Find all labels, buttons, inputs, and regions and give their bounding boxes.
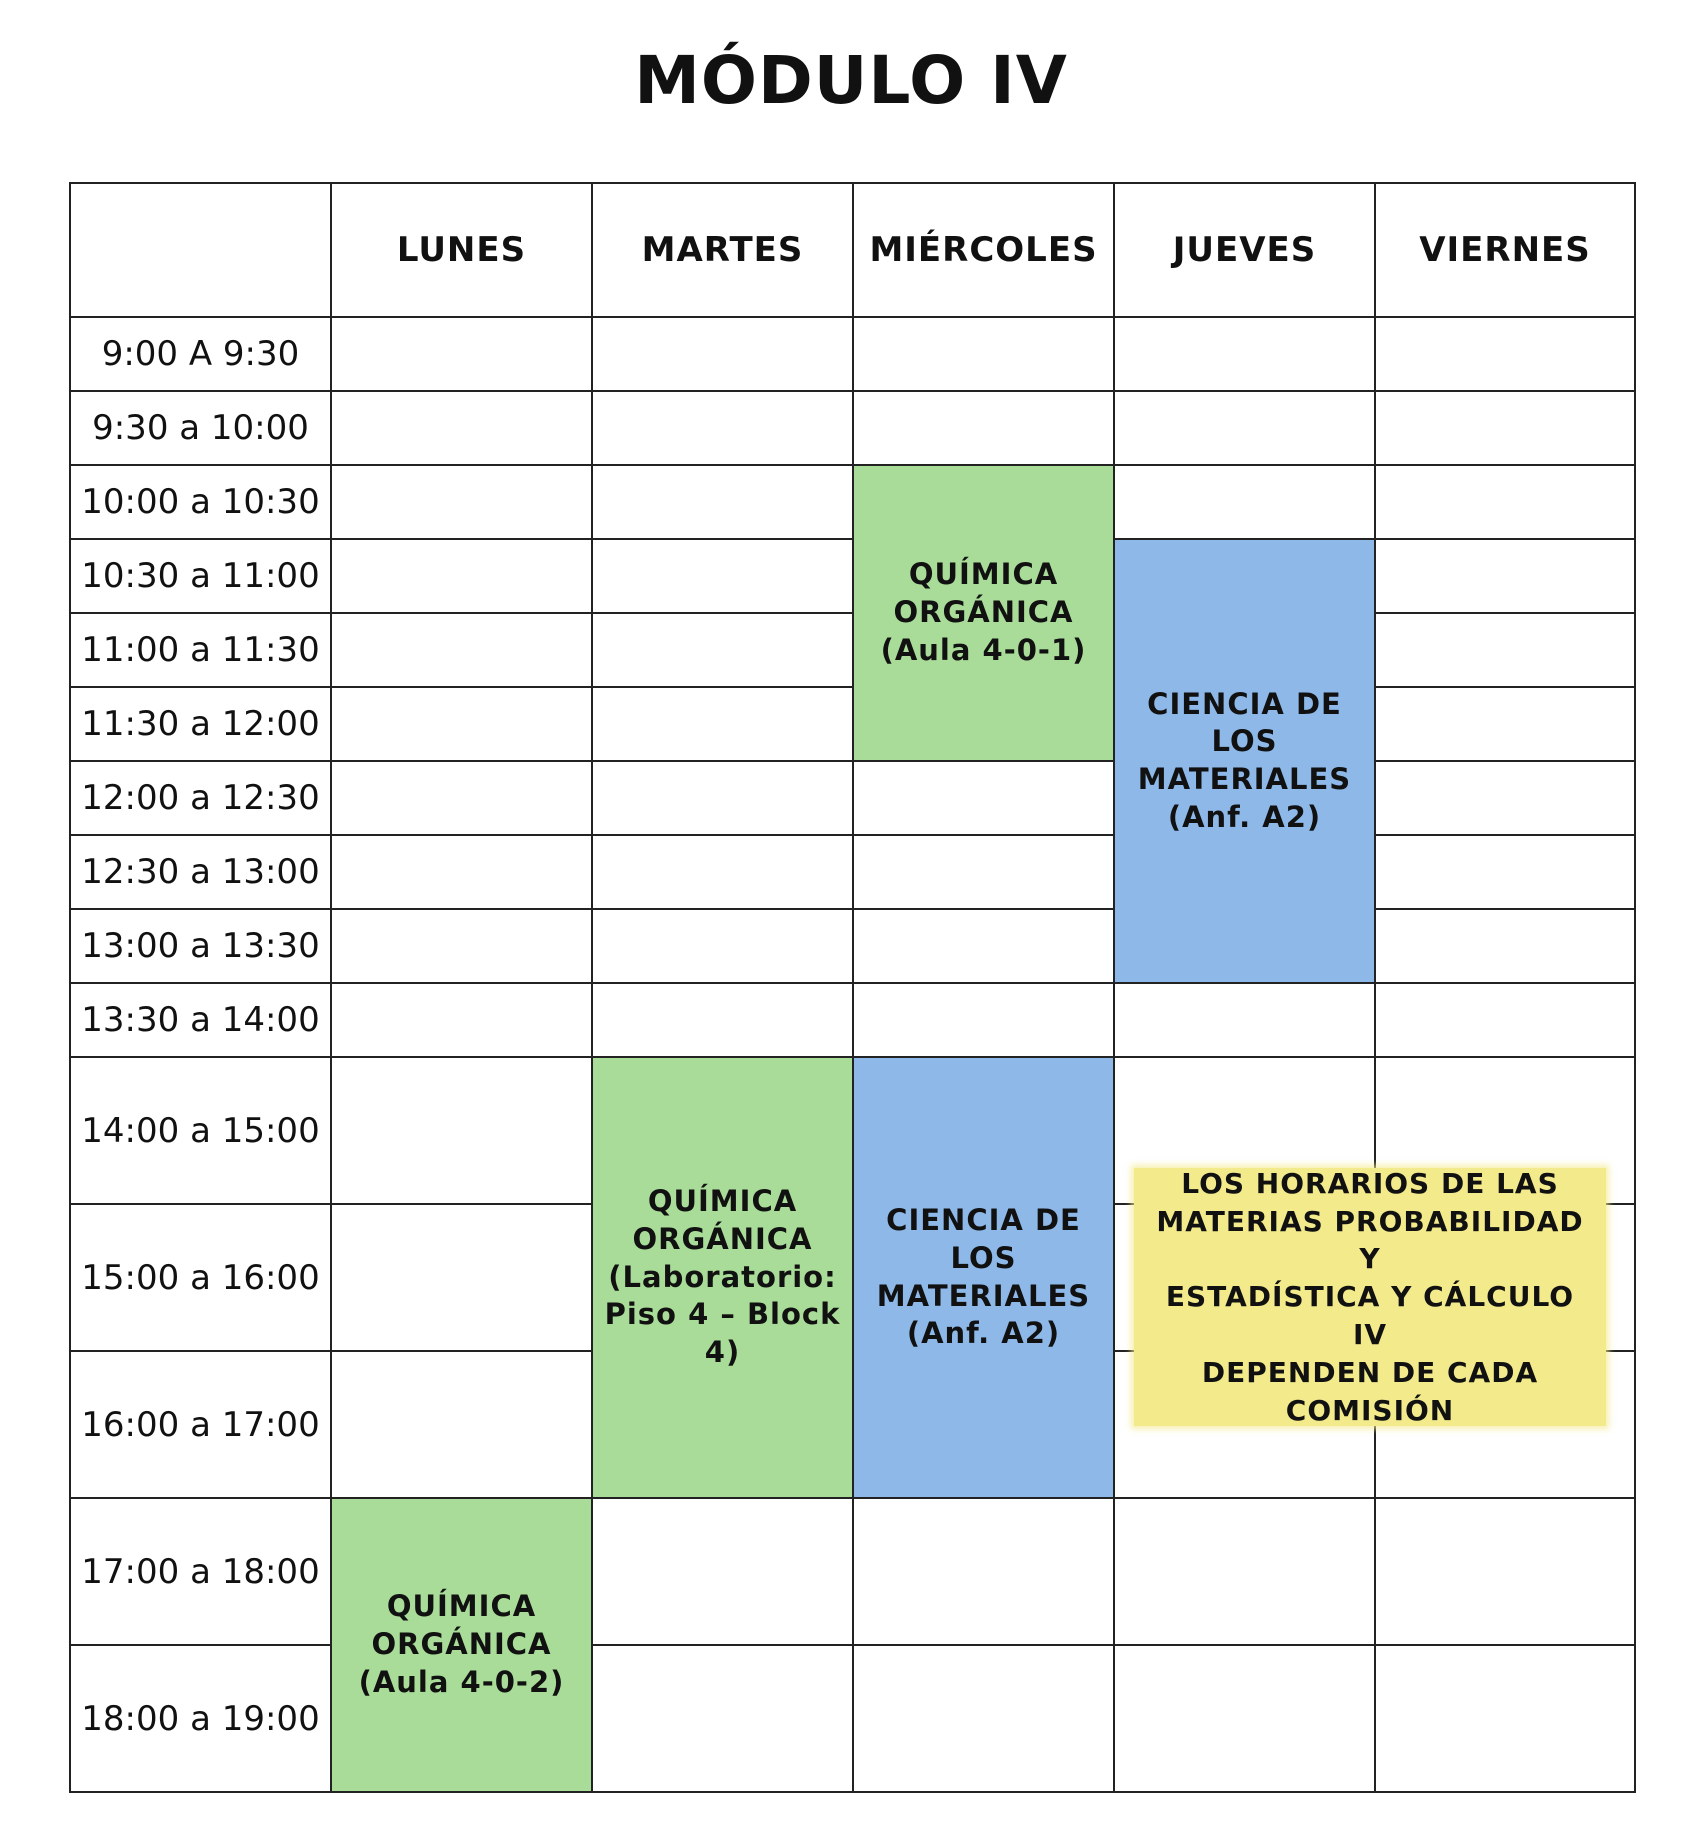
table-row [70,539,1635,613]
time-label: 10:30 a 11:00 [70,539,331,613]
table-row [70,613,1635,687]
table-row [70,317,1635,391]
empty-cell [853,1645,1114,1792]
empty-cell [1114,317,1375,391]
empty-cell [1114,1498,1375,1645]
day-header-miercoles: MIÉRCOLES [853,183,1114,317]
time-label: 11:00 a 11:30 [70,613,331,687]
empty-cell [1375,835,1635,909]
table-row [70,465,1635,539]
empty-cell [592,687,853,761]
block-line: CIENCIA DE LOS [1147,686,1342,759]
table-row [70,687,1635,761]
empty-cell [853,909,1114,983]
day-header-lunes: LUNES [331,183,592,317]
empty-cell [331,317,592,391]
table-row [70,1498,1635,1645]
table-row [70,835,1635,909]
empty-cell [592,983,853,1057]
empty-cell [331,761,592,835]
empty-cell [331,539,592,613]
day-header-viernes: VIERNES [1375,183,1635,317]
note-line: LOS HORARIOS DE LAS [1181,1166,1559,1200]
empty-cell [1375,539,1635,613]
block-line: QUÍMICA [386,1589,537,1624]
time-label: 9:00 A 9:30 [70,317,331,391]
table-row [70,761,1635,835]
block-line: (Aula 4-0-1) [880,632,1087,667]
day-header-jueves: JUEVES [1114,183,1375,317]
empty-cell [1375,1498,1635,1645]
page-title: MÓDULO IV [634,42,1068,119]
time-label: 18:00 a 19:00 [70,1645,331,1792]
empty-cell [592,1645,853,1792]
block-line: (Anf. A2) [906,1316,1061,1351]
empty-cell [331,983,592,1057]
empty-cell [1114,391,1375,465]
empty-cell [331,465,592,539]
day-header-martes: MARTES [592,183,853,317]
empty-cell [331,1204,592,1351]
class-block-ciencia-miercoles [853,1057,1114,1498]
empty-cell [853,761,1114,835]
note-line: DEPENDEN DE CADA [1201,1355,1539,1389]
empty-cell [592,465,853,539]
empty-cell [592,317,853,391]
time-label: 13:30 a 14:00 [70,983,331,1057]
block-line: CIENCIA DE LOS [886,1203,1081,1275]
block-line: QUÍMICA [908,557,1059,592]
time-label: 14:00 a 15:00 [70,1057,331,1204]
time-label: 12:30 a 13:00 [70,835,331,909]
time-label: 10:00 a 10:30 [70,465,331,539]
block-line: ORGÁNICA [371,1627,552,1662]
time-label: 16:00 a 17:00 [70,1351,331,1498]
class-block-ciencia-jueves [1114,539,1375,983]
empty-cell [1375,761,1635,835]
class-block-quimica-miercoles [853,465,1114,761]
empty-cell [592,761,853,835]
block-line: (Aula 4-0-2) [358,1664,565,1699]
block-line: (Anf. A2) [1167,799,1322,834]
empty-cell [1375,1645,1635,1792]
empty-cell [853,317,1114,391]
time-label: 11:30 a 12:00 [70,687,331,761]
empty-cell [853,391,1114,465]
corner-cell [70,183,331,317]
table-row [70,909,1635,983]
empty-cell [592,909,853,983]
time-label: 13:00 a 13:30 [70,909,331,983]
empty-cell [592,539,853,613]
empty-cell [1114,983,1375,1057]
empty-cell [853,835,1114,909]
empty-cell [331,1057,592,1204]
time-label: 15:00 a 16:00 [70,1204,331,1351]
empty-cell [592,1498,853,1645]
block-line: ORGÁNICA [893,595,1074,630]
block-line: QUÍMICA [647,1184,798,1219]
class-block-quimica-lunes [331,1498,592,1792]
sticky-note [1134,1168,1606,1426]
empty-cell [331,835,592,909]
block-line: MATERIALES [1137,762,1352,796]
empty-cell [853,983,1114,1057]
schedule-table [69,182,1636,1793]
empty-cell [592,613,853,687]
note-line: MATERIAS PROBABILIDAD Y [1156,1204,1584,1276]
class-block-quimica-martes-lab [592,1057,853,1498]
table-row [70,1645,1635,1792]
empty-cell [1375,687,1635,761]
block-line: ORGÁNICA [632,1221,813,1256]
empty-cell [331,613,592,687]
empty-cell [592,835,853,909]
empty-cell [1375,909,1635,983]
block-line: Piso 4 – Block 4) [604,1297,841,1370]
table-row [70,391,1635,465]
empty-cell [1375,613,1635,687]
time-label: 17:00 a 18:00 [70,1498,331,1645]
empty-cell [1375,983,1635,1057]
table-row [70,983,1635,1057]
empty-cell [1375,317,1635,391]
time-label: 12:00 a 12:30 [70,761,331,835]
block-line: (Laboratorio: [608,1259,837,1294]
block-line: MATERIALES [876,1278,1091,1313]
empty-cell [1375,391,1635,465]
empty-cell [853,1498,1114,1645]
empty-cell [331,909,592,983]
empty-cell [1114,465,1375,539]
empty-cell [1375,465,1635,539]
time-label: 9:30 a 10:00 [70,391,331,465]
empty-cell [592,391,853,465]
empty-cell [331,1351,592,1498]
note-line: ESTADÍSTICA Y CÁLCULO IV [1165,1280,1575,1351]
empty-cell [331,391,592,465]
note-line: COMISIÓN [1285,1393,1455,1427]
empty-cell [1114,1645,1375,1792]
empty-cell [331,687,592,761]
header-row [70,183,1635,317]
